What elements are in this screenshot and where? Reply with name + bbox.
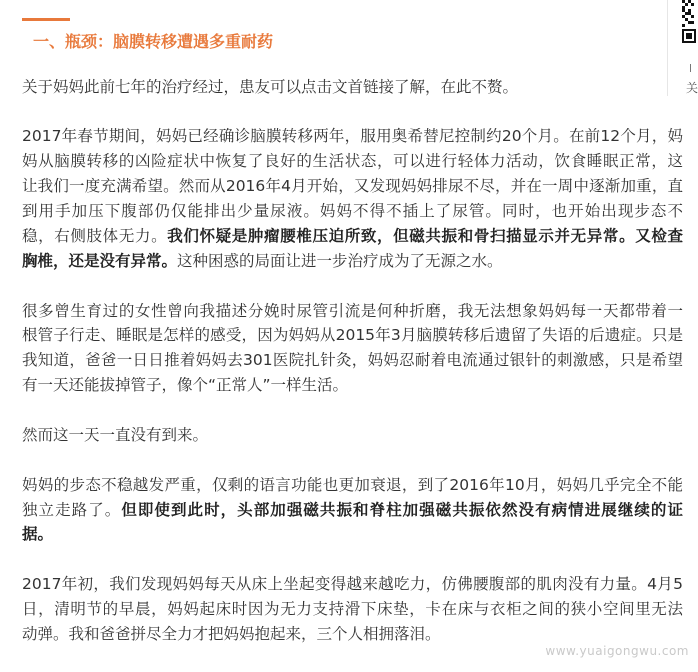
sidebar-caption-text: 关 — [686, 81, 698, 95]
text-line — [22, 323, 683, 348]
text-run: 然而这一天一直没有到来。 — [22, 425, 209, 444]
site-watermark: www.yuaigongwu.com — [545, 644, 689, 658]
heading-accent-bar — [22, 18, 70, 21]
bold-text-run: 我们怀疑是肿瘤腰椎压迫所致，但磁共振和骨扫描显示并无异常。又检查 — [167, 226, 683, 245]
text-run: 有一天还能拔掉管子，像个“正常人”一样生活。 — [22, 376, 349, 395]
text-line — [22, 149, 683, 174]
text-run: 2017年初，我们发现妈妈每天从床上坐起变得越来越吃力，仿佛腰腹部的肌肉没有力量。4月5 — [22, 575, 683, 594]
text-run: 动弹。我和爸爸拼尽全力才把妈妈抱起来，三个人相拥落泪。 — [22, 624, 441, 643]
text-run: 根管子行走、睡眠是怎样的感受，因为妈妈从2015年3月脑膜转移后遗留了失语的后遗症。只是 — [22, 326, 683, 345]
paragraph-3 — [22, 299, 683, 398]
text-line — [22, 597, 683, 622]
text-run: 我知道，爸爸一日日推着妈妈去301医院扎针灸，妈妈忍耐着电流通过银针的刺激感，只是希望 — [22, 351, 683, 370]
text-line — [22, 498, 683, 523]
section-heading: 一、瓶颈：脑膜转移遭遇多重耐药 — [33, 32, 274, 51]
qr-code-icon — [681, 0, 695, 46]
text-run: 这种困惑的局面让进一步治疗成为了无源之水。 — [177, 251, 503, 270]
text-line — [22, 473, 683, 498]
text-line — [22, 572, 683, 597]
sidebar-caption-fragment-mark — [690, 64, 691, 72]
text-run: 独立走路了。 — [22, 500, 122, 519]
sidebar-caption — [683, 80, 698, 96]
text-line — [22, 423, 683, 448]
text-run: 2017年春节期间，妈妈已经确诊脑膜转移两年，服用奥希替尼控制约20个月。在前12个月，妈 — [22, 127, 683, 146]
text-run: 稳，右侧肢体无力。 — [22, 226, 168, 245]
text-run: 到用手加压下腹部仍仅能排出少量尿液。妈妈不得不插上了尿管。同时，也开始出现步态不 — [22, 201, 683, 220]
text-line — [22, 249, 683, 274]
text-run: 关于妈妈此前七年的治疗经过，患友可以点击文首链接了解，在此不赘。 — [22, 77, 519, 96]
text-line — [22, 124, 683, 149]
text-line — [22, 348, 683, 373]
bold-text-run: 但即使到此时，头部加强磁共振和脊柱加强磁共振依然没有病情进展继续的证 — [121, 500, 683, 519]
paragraph-4 — [22, 423, 683, 448]
paragraph-2 — [22, 124, 683, 273]
text-run: 妈从脑膜转移的凶险症状中恢复了良好的生活状态，可以进行轻体力活动，饮食睡眠正常，这 — [22, 152, 683, 171]
text-line — [22, 522, 683, 547]
text-line — [22, 174, 683, 199]
text-run: 让我们一度充满希望。然而从2016年4月开始，又发现妈妈排尿不尽，并在一周中逐渐加重，直 — [22, 177, 683, 196]
bold-text-run: 胸椎，还是没有异常。 — [22, 251, 178, 270]
paragraph-1 — [22, 75, 683, 100]
article-body — [22, 75, 683, 672]
qr-code — [681, 0, 695, 46]
paragraph-5 — [22, 473, 683, 548]
paragraph-6 — [22, 572, 683, 647]
text-line — [22, 199, 683, 224]
text-run: 妈妈的步态不稳越发严重，仅剩的语言功能也更加衰退，到了2016年10月，妈妈几乎完全不能 — [22, 475, 683, 494]
text-run: 日，清明节的早晨，妈妈起床时因为无力支持滑下床垫，卡在床与衣柜之间的狭小空间里无法 — [22, 600, 683, 619]
text-line — [22, 299, 683, 324]
text-line — [22, 373, 683, 398]
text-run: 很多曾生育过的女性曾向我描述分娩时尿管引流是何种折磨，我无法想象妈妈每一天都带着一 — [22, 301, 683, 320]
text-line — [22, 224, 683, 249]
text-line — [22, 75, 683, 100]
bold-text-run: 据。 — [22, 525, 54, 544]
